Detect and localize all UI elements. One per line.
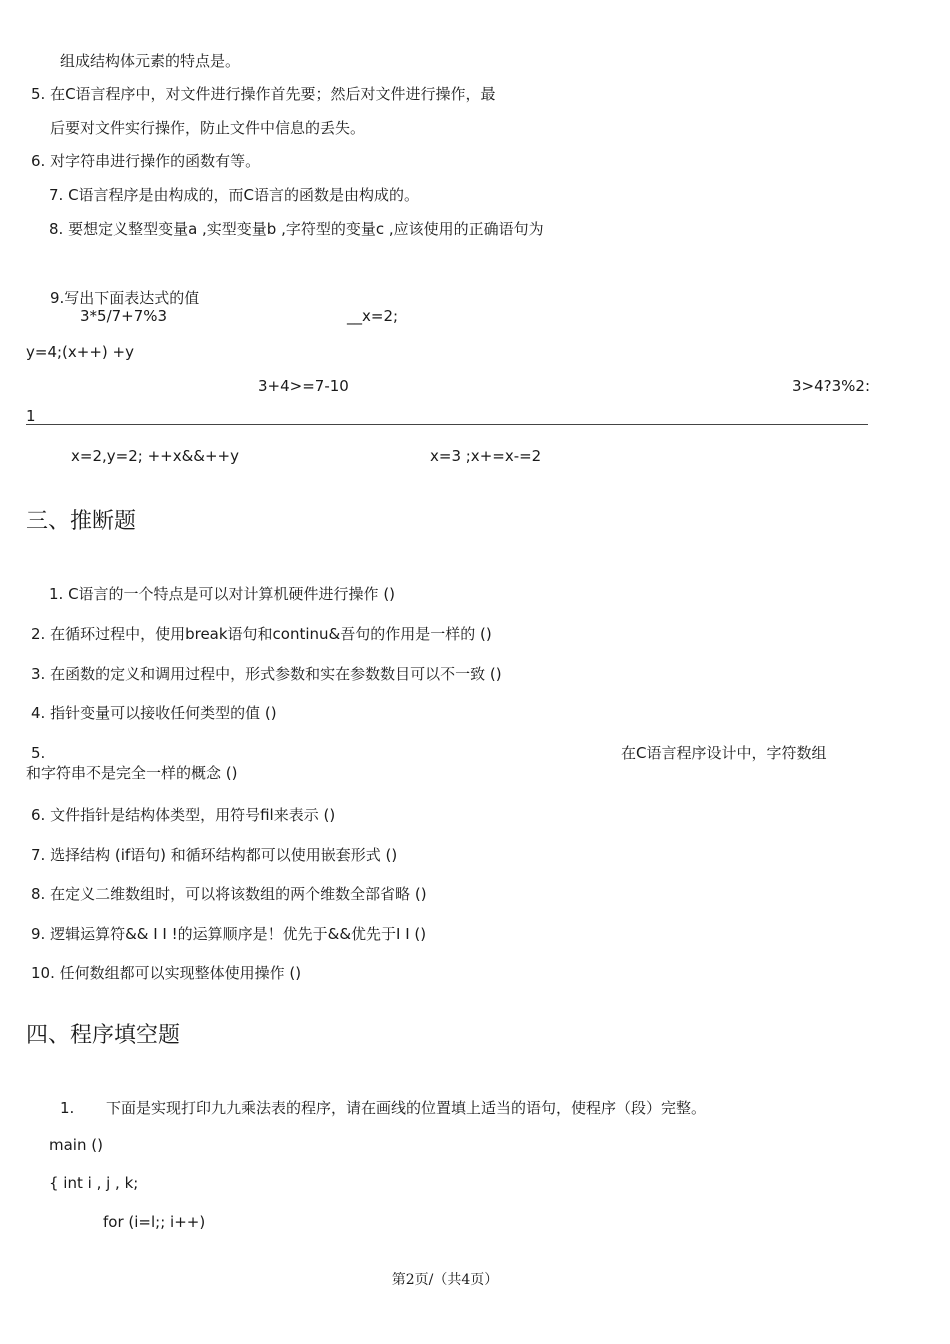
judge-7: 7. 选择结构 (if语句) 和循环结构都可以使用嵌套形式 () (31, 846, 398, 864)
code-line-main: main () (49, 1136, 103, 1154)
expr-1: 3*5/7+7%3 (80, 307, 168, 325)
expr-4: 3+4>=7-10 (258, 377, 349, 395)
program-1-number: 1. (60, 1099, 75, 1117)
item-8: 8. 要想定义整型变量a ,实型变量b ,字符型的变量c ,应该使用的正确语句为 (49, 220, 544, 238)
judge-1: 1. C语言的一个特点是可以对计算机硬件进行操作 () (49, 585, 396, 603)
divider (26, 424, 868, 425)
section-3-title: 三、推断题 (26, 509, 137, 534)
expr-6: x=2,y=2; ++x&&++y (71, 447, 239, 465)
judge-4: 4. 指针变量可以接收任何类型的值 () (31, 704, 277, 722)
item-5-line-1: 5. 在C语言程序中，对文件进行操作首先要；然后对文件进行操作，最 (31, 85, 496, 103)
page-footer: 第2页/（共4页） (391, 1272, 499, 1288)
judge-10: 10. 任何数组都可以实现整体使用操作 () (31, 964, 302, 982)
item-5-line-2: 后要对文件实行操作，防止文件中信息的丢失。 (50, 119, 366, 137)
judge-9: 9. 逻辑运算符&& I I !的运算顺序是！优先于&&优先于I I () (31, 925, 427, 943)
code-line-for: for (i=l;; i++) (103, 1213, 206, 1231)
item-6: 6. 对字符串进行操作的函数有等。 (31, 152, 261, 170)
judge-5-line-2: 和字符串不是完全一样的概念 () (26, 764, 238, 782)
code-line-decl: { int i , j , k; (49, 1174, 139, 1192)
expr-7: x=3 ;x+=x-=2 (430, 447, 542, 465)
judge-5-line-1: 在C语言程序设计中，字符数组 (621, 744, 827, 762)
expr-3: y=4;(x++) +y (26, 343, 134, 361)
line-struct-elements: 组成结构体元素的特点是。 (60, 52, 241, 70)
program-1-prompt: 下面是实现打印九九乘法表的程序，请在画线的位置填上适当的语句，使程序（段）完整。 (106, 1099, 707, 1117)
section-4-title: 四、程序填空题 (26, 1023, 181, 1048)
judge-3: 3. 在函数的定义和调用过程中，形式参数和实在参数数目可以不一致 () (31, 665, 502, 683)
judge-5-number: 5. (31, 744, 46, 762)
expr-5-cont: 1 (26, 407, 36, 425)
judge-6: 6. 文件指针是结构体类型，用符号fil来表示 () (31, 806, 336, 824)
expr-2: __x=2; (347, 307, 399, 325)
item-9: 9.写出下面表达式的值 (50, 289, 200, 307)
item-7: 7. C语言程序是由构成的，而C语言的函数是由构成的。 (49, 186, 420, 204)
judge-8: 8. 在定义二维数组时，可以将该数组的两个维数全部省略 () (31, 885, 427, 903)
expr-5: 3>4?3%2: (792, 377, 871, 395)
judge-2: 2. 在循环过程中，使用break语句和continu&吾句的作用是一样的 () (31, 625, 492, 643)
